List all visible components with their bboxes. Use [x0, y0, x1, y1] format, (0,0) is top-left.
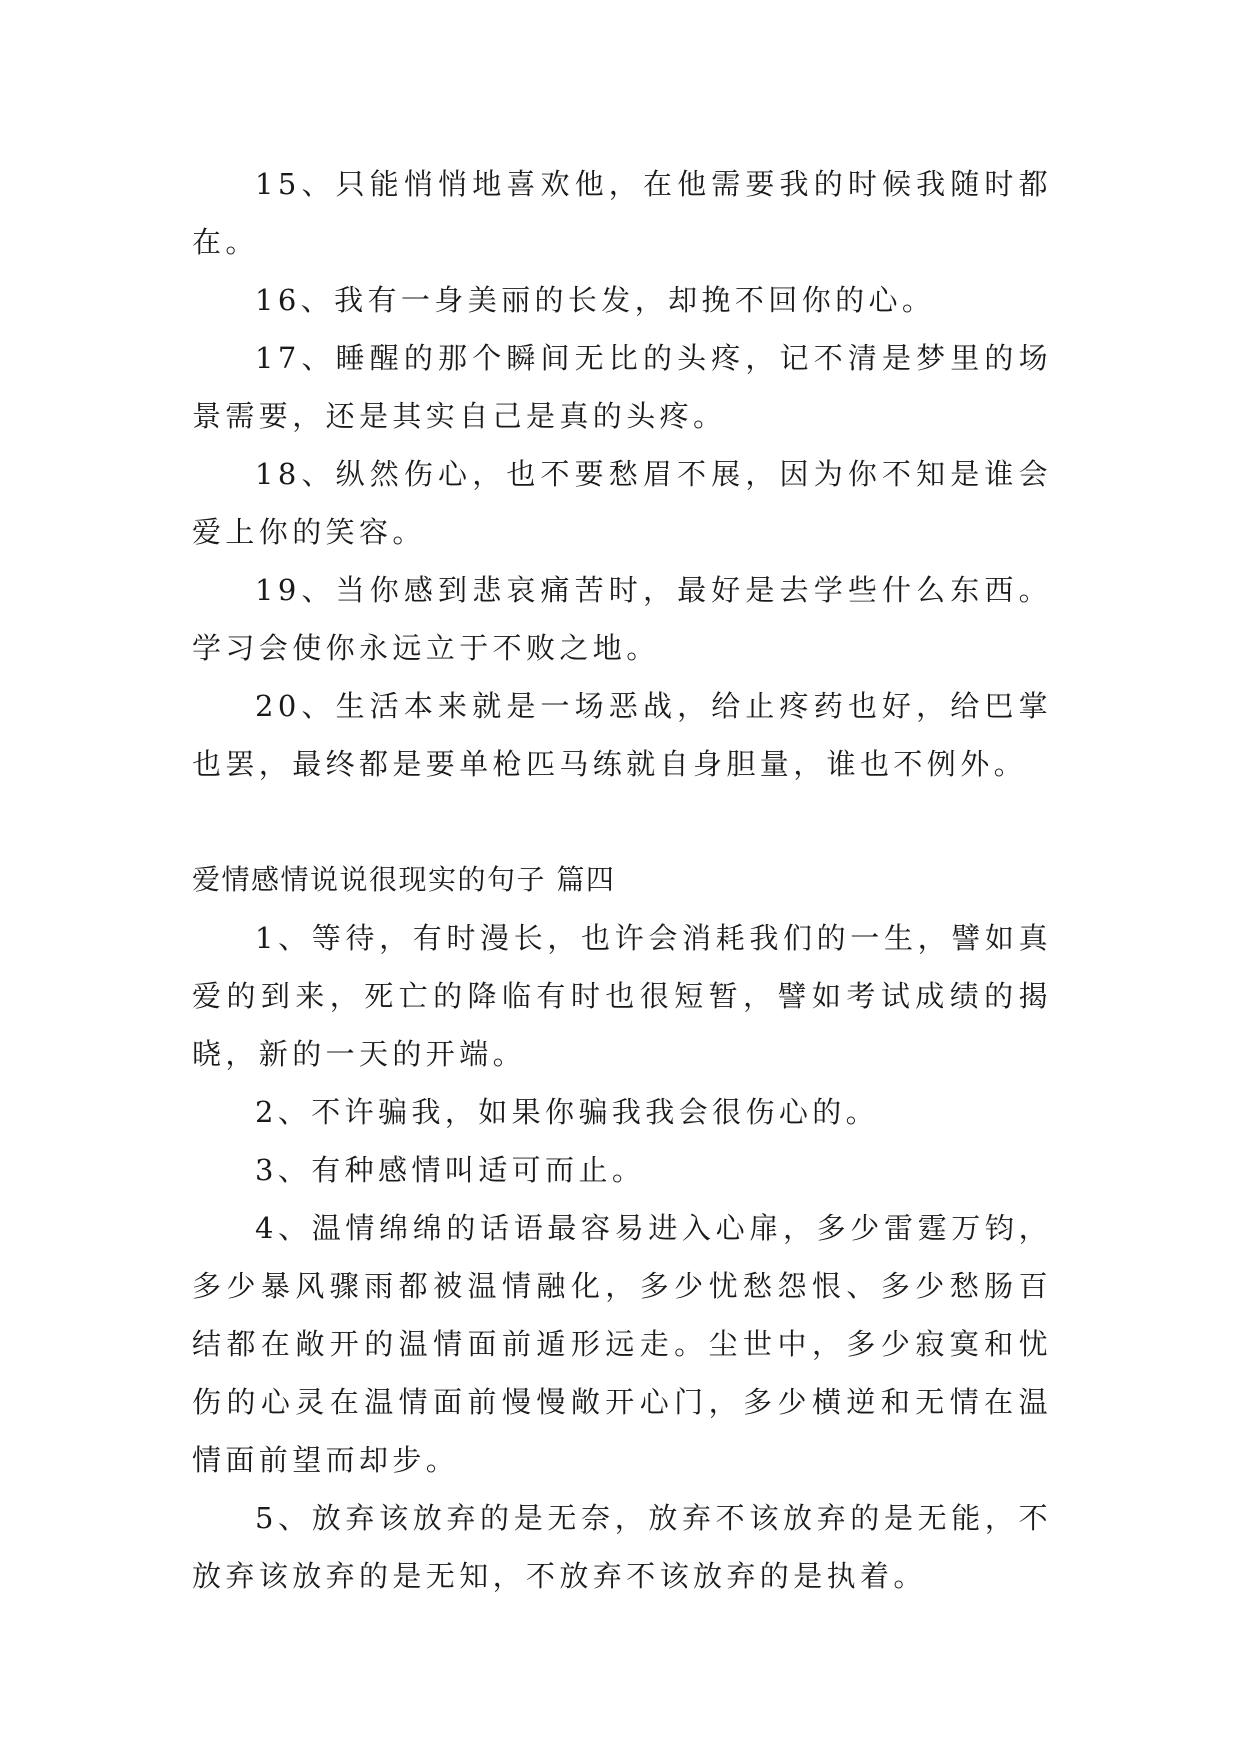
section-heading: 爱情感情说说很现实的句子 篇四: [192, 863, 616, 896]
list-item: 16、我有一身美丽的长发，却挽不回你的心。: [255, 283, 936, 317]
list-item: 3、有种感情叫适可而止。: [255, 1153, 646, 1187]
section-spacer: [192, 793, 1052, 851]
document-page: [192, 155, 1052, 1605]
section-b: [192, 851, 1052, 1605]
list-item: 17、睡醒的那个瞬间无比的头疼，记不清是梦里的场景需要，还是其实自己是真的头疼。: [192, 341, 1052, 433]
list-item: 18、纵然伤心，也不要愁眉不展，因为你不知是谁会爱上你的笑容。: [192, 457, 1052, 549]
list-item: 15、只能悄悄地喜欢他，在他需要我的时候我随时都在。: [192, 167, 1052, 259]
list-item: 2、不许骗我，如果你骗我我会很伤心的。: [255, 1095, 880, 1129]
list-item: 20、生活本来就是一场恶战，给止疼药也好，给巴掌也罢，最终都是要单枪匹马练就自身胆量，谁也不例外。: [192, 689, 1052, 781]
section-a: [192, 155, 1052, 793]
list-item: 4、温情绵绵的话语最容易进入心扉，多少雷霆万钧，多少暴风骤雨都被温情融化，多少忧愁怨恨、多少愁肠百结都在敞开的温情面前遁形远走。尘世中，多少寂寞和忧伤的心灵在温情面前慢慢敞开心门，多少横逆和无情在温情面前望而却步。: [192, 1211, 1052, 1477]
list-item: 1、等待，有时漫长，也许会消耗我们的一生，譬如真爱的到来，死亡的降临有时也很短暂，譬如考试成绩的揭晓，新的一天的开端。: [192, 921, 1052, 1071]
list-item: 5、放弃该放弃的是无奈，放弃不该放弃的是无能，不放弃该放弃的是无知，不放弃不该放弃的是执着。: [192, 1501, 1052, 1593]
list-item: 19、当你感到悲哀痛苦时，最好是去学些什么东西。学习会使你永远立于不败之地。: [192, 573, 1052, 665]
